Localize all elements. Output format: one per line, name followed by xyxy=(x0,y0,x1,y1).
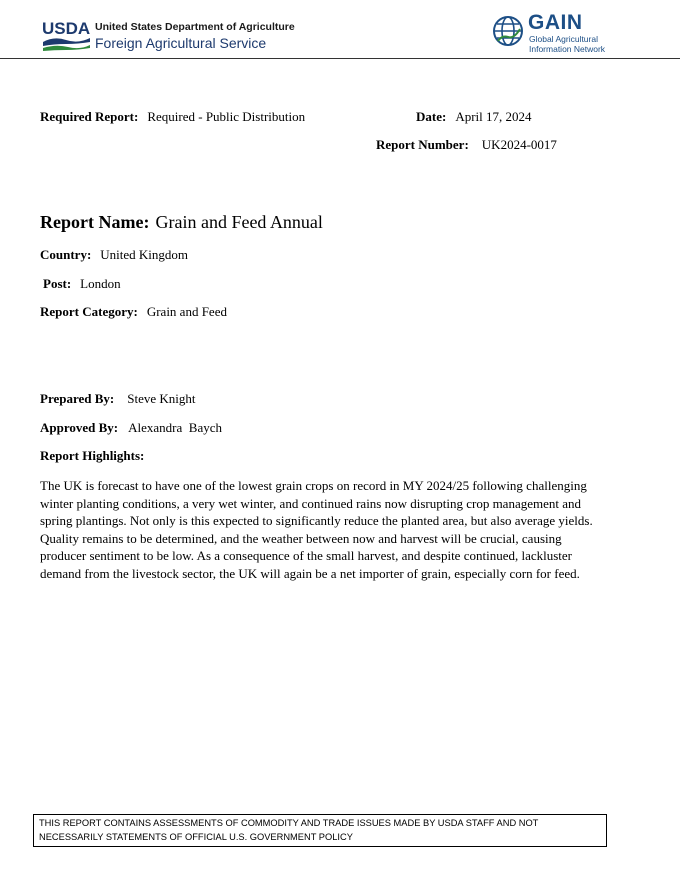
usda-subtitle: Foreign Agricultural Service xyxy=(95,35,267,51)
report-number-row xyxy=(376,138,557,151)
report-number-label: Report Number: xyxy=(376,137,469,152)
report-name-value: Grain and Feed Annual xyxy=(155,212,323,232)
globe-icon xyxy=(492,15,524,47)
report-number-value: UK2024-0017 xyxy=(481,137,557,152)
usda-logo-text: USDA xyxy=(42,19,91,38)
country-value: United Kingdom xyxy=(100,247,189,262)
report-category-value: Grain and Feed xyxy=(146,304,227,319)
usda-logo xyxy=(42,18,92,54)
country-row xyxy=(40,248,188,261)
post-row xyxy=(43,277,121,290)
report-highlights-heading xyxy=(40,449,144,462)
date-value: April 17, 2024 xyxy=(455,109,532,124)
date-row xyxy=(416,110,532,123)
report-name-label: Report Name: xyxy=(40,212,150,232)
report-name-row xyxy=(40,213,323,231)
post-label: Post: xyxy=(43,276,72,291)
prepared-by-row xyxy=(40,392,196,405)
post-value: London xyxy=(80,276,121,291)
gain-subtitle-line2: Information Network xyxy=(529,44,606,54)
prepared-by-value: Steve Knight xyxy=(127,391,196,406)
report-highlights-label: Report Highlights: xyxy=(40,448,145,463)
report-category-label: Report Category: xyxy=(40,304,138,319)
date-label: Date: xyxy=(416,109,447,124)
header-divider xyxy=(0,58,680,59)
usda-title: United States Department of Agriculture xyxy=(95,21,295,33)
gain-subtitle-line1: Global Agricultural xyxy=(529,34,598,44)
required-report-label: Required Report: xyxy=(40,109,139,124)
disclaimer-box: THIS REPORT CONTAINS ASSESSMENTS OF COMMODITY AND TRADE ISSUES MADE BY USDA STAFF AND NOT NECESSARILY STATEMENTS OF OFFICIAL U.S. GOVERNMENT POLICY xyxy=(33,814,607,847)
prepared-by-label: Prepared By: xyxy=(40,391,115,406)
approved-by-label: Approved By: xyxy=(40,420,119,435)
gain-name: GAIN xyxy=(528,11,583,34)
required-report-row xyxy=(40,110,305,123)
approved-by-value: Alexandra Baych xyxy=(128,420,222,435)
report-highlights-text: The UK is forecast to have one of the lowest grain crops on record in MY 2024/25 following challenging winter planting conditions, a very wet winter, and continued rains now disrupting crop management and spring plantings. Not only is this expected to significantly reduce the planted area, but also average yields. Quality remains to be determined, and the weather between now and harvest will be crucial, causing producer sentiment to be low. As a consequence of the small harvest, and despite continued, lackluster demand from the livestock sector, the UK will again be a net importer of grain, especially corn for feed. xyxy=(40,478,593,581)
report-category-row xyxy=(40,305,227,318)
country-label: Country: xyxy=(40,247,92,262)
required-report-value: Required - Public Distribution xyxy=(147,109,306,124)
approved-by-row xyxy=(40,421,222,434)
